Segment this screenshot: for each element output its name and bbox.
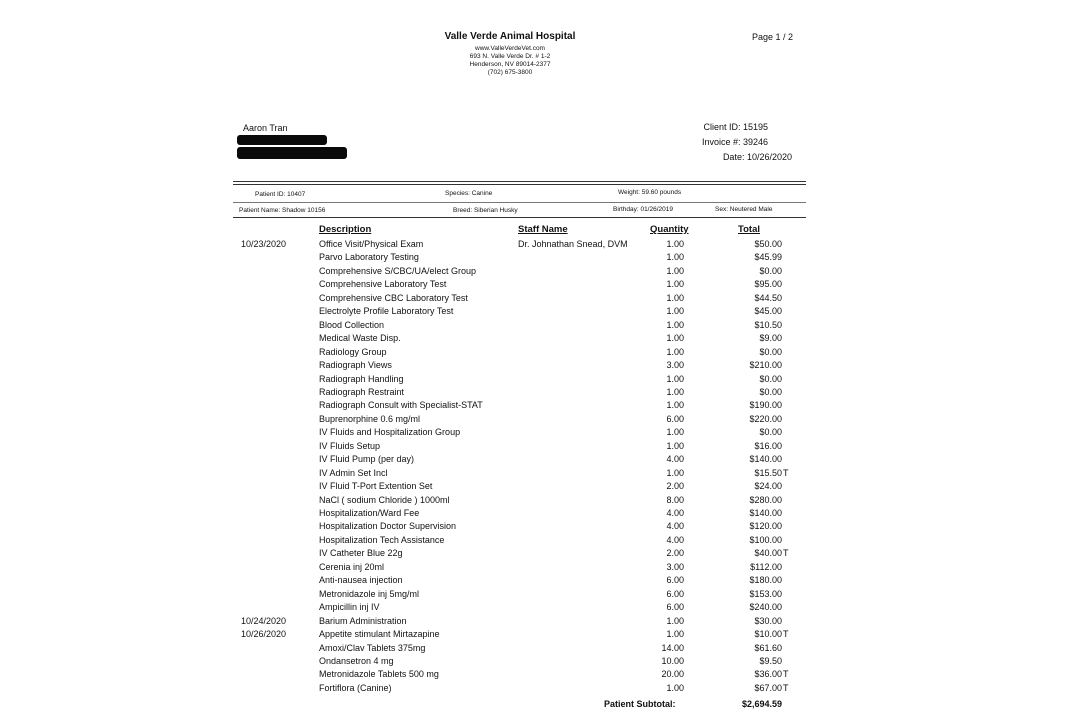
item-quantity: 6.00 [666, 413, 684, 424]
item-quantity: 1.00 [666, 306, 684, 317]
item-description: Buprenorphine 0.6 mg/ml [319, 413, 421, 424]
item-quantity: 20.00 [661, 669, 684, 680]
item-description: Radiograph Handling [319, 373, 404, 384]
column-total: Total [738, 224, 760, 235]
table-row [0, 588, 1080, 601]
item-total: $45.99 [754, 252, 782, 263]
item-total: $120.00 [749, 521, 782, 532]
table-row [0, 292, 1080, 305]
redacted-address-line1 [237, 135, 327, 145]
item-total: $0.00 [759, 373, 782, 384]
table-row [0, 373, 1080, 386]
item-total: $45.00 [754, 306, 782, 317]
item-description: Parvo Laboratory Testing [319, 252, 419, 263]
item-total: $9.50 [759, 655, 782, 666]
item-description: Amoxi/Clav Tablets 375mg [319, 642, 426, 653]
item-quantity: 4.00 [666, 521, 684, 532]
item-quantity: 1.00 [666, 615, 684, 626]
item-description: Cerenia inj 20ml [319, 561, 385, 572]
item-staff-name: Dr. Johnathan Snead, DVM [518, 239, 628, 249]
item-quantity: 2.00 [666, 481, 684, 492]
item-total: $44.50 [754, 292, 782, 303]
table-row [0, 413, 1080, 426]
item-quantity: 1.00 [666, 252, 684, 263]
table-row [0, 547, 1080, 560]
item-description: Comprehensive Laboratory Test [319, 279, 447, 290]
page-number: Page 1 / 2 [752, 32, 794, 42]
hospital-name: Valle Verde Animal Hospital [444, 31, 576, 42]
item-description: IV Fluid Pump (per day) [319, 454, 415, 465]
item-description: Blood Collection [319, 319, 385, 330]
item-total: $112.00 [750, 561, 782, 572]
item-tax-flag: T [783, 682, 789, 693]
item-quantity: 4.00 [666, 508, 684, 518]
item-quantity: 4.00 [666, 454, 684, 465]
patient-subtotal-value: $2,694.59 [741, 699, 782, 709]
item-quantity: 1.00 [666, 346, 684, 357]
item-total: $100.00 [749, 534, 782, 545]
divider-bottom [233, 217, 806, 218]
item-quantity: 1.00 [666, 386, 684, 397]
item-quantity: 8.00 [666, 494, 684, 505]
item-quantity: 1.00 [666, 629, 684, 640]
item-description: Comprehensive S/CBC/UA/elect Group [319, 265, 477, 276]
table-row [0, 386, 1080, 399]
item-date: 10/23/2020 [241, 239, 287, 249]
item-description: Anti-nausea injection [319, 575, 403, 586]
redacted-address-line2 [237, 147, 347, 159]
item-total: $140.00 [749, 454, 782, 465]
item-total: $0.00 [759, 427, 782, 438]
item-description: IV Admin Set Incl [319, 467, 388, 478]
item-description: Radiograph Consult with Specialist-STAT [319, 400, 483, 411]
hospital-website: www.ValleVerdeVet.com [475, 45, 545, 52]
item-description: Medical Waste Disp. [319, 333, 401, 344]
table-row [0, 682, 1080, 695]
column-quantity: Quantity [650, 224, 689, 235]
item-tax-flag: T [783, 467, 789, 478]
item-quantity: 1.00 [666, 319, 684, 330]
patient-birthday: Birthday: 01/26/2019 [613, 206, 673, 213]
item-quantity: 1.00 [666, 279, 684, 290]
item-total: $67.00 [754, 682, 782, 693]
table-row [0, 534, 1080, 547]
item-description: Hospitalization Tech Assistance [319, 534, 445, 545]
item-description: Ondansetron 4 mg [319, 655, 394, 666]
table-row [0, 601, 1080, 614]
item-description: Electrolyte Profile Laboratory Test [319, 306, 454, 317]
table-row [0, 238, 1080, 251]
table-row [0, 561, 1080, 574]
item-total: $0.00 [759, 265, 782, 276]
client-id: Client ID: 15195 [703, 122, 768, 132]
item-description: Hospitalization Doctor Supervision [319, 521, 457, 532]
item-total: $40.00 [754, 548, 782, 559]
item-quantity: 1.00 [666, 440, 684, 451]
item-quantity: 6.00 [666, 588, 684, 599]
patient-subtotal-label: Patient Subtotal: [604, 699, 676, 709]
item-quantity: 1.00 [666, 682, 684, 693]
table-row [0, 494, 1080, 507]
divider-top-double [233, 184, 806, 185]
patient-name: Patient Name: Shadow 10156 [239, 207, 326, 214]
item-description: IV Fluid T-Port Extention Set [319, 481, 433, 492]
table-row [0, 507, 1080, 520]
item-date: 10/24/2020 [241, 615, 287, 626]
table-row [0, 305, 1080, 318]
item-total: $15.50 [754, 467, 782, 478]
item-total: $9.00 [759, 333, 782, 344]
table-row [0, 278, 1080, 291]
patient-weight: Weight: 59.60 pounds [618, 189, 682, 196]
table-row [0, 251, 1080, 264]
patient-species: Species: Canine [445, 190, 493, 197]
item-description: Fortiflora (Canine) [319, 682, 392, 693]
item-total: $16.00 [754, 440, 782, 451]
divider-top [233, 181, 806, 182]
item-quantity: 1.00 [666, 292, 684, 303]
item-total: $280.00 [749, 494, 782, 505]
table-row [0, 440, 1080, 453]
item-description: IV Fluids and Hospitalization Group [319, 427, 461, 438]
item-description: NaCl ( sodium Chloride ) 1000ml [319, 494, 450, 505]
item-total: $36.00 [754, 669, 782, 680]
item-quantity: 3.00 [666, 360, 684, 371]
item-quantity: 4.00 [666, 534, 684, 545]
item-quantity: 6.00 [666, 575, 684, 586]
hospital-phone: (702) 675-3800 [487, 69, 533, 76]
table-row [0, 265, 1080, 278]
client-name: Aaron Tran [243, 123, 288, 133]
table-row [0, 346, 1080, 359]
item-description: Office Visit/Physical Exam [319, 239, 424, 249]
patient-id: Patient ID: 10407 [255, 191, 306, 198]
column-description: Description [319, 224, 372, 235]
invoice-number: Invoice #: 39246 [701, 137, 768, 147]
item-quantity: 2.00 [666, 548, 684, 559]
item-total: $61.60 [754, 642, 782, 653]
patient-sex: Sex: Neutered Male [715, 206, 773, 213]
table-row [0, 399, 1080, 412]
item-quantity: 10.00 [661, 655, 684, 666]
table-row [0, 668, 1080, 681]
table-row [0, 642, 1080, 655]
item-description: Barium Administration [319, 615, 407, 626]
item-total: $220.00 [749, 413, 782, 424]
item-total: $0.00 [759, 386, 782, 397]
item-quantity: 1.00 [666, 467, 684, 478]
table-row [0, 574, 1080, 587]
item-quantity: 1.00 [666, 333, 684, 344]
item-total: $153.00 [749, 588, 782, 599]
item-total: $180.00 [749, 575, 782, 586]
hospital-address-line1: 693 N. Valle Verde Dr. # 1-2 [469, 53, 551, 60]
item-quantity: 3.00 [666, 561, 684, 572]
item-total: $240.00 [749, 602, 782, 613]
table-row [0, 480, 1080, 493]
item-total: $10.00 [754, 629, 782, 640]
item-description: IV Fluids Setup [319, 440, 381, 451]
item-quantity: 6.00 [666, 602, 684, 613]
table-row [0, 615, 1080, 628]
divider-mid [233, 202, 806, 203]
item-tax-flag: T [783, 669, 789, 680]
table-row [0, 628, 1080, 641]
item-total: $0.00 [759, 346, 782, 357]
item-tax-flag: T [783, 548, 789, 559]
item-quantity: 1.00 [666, 427, 684, 438]
item-description: Comprehensive CBC Laboratory Test [319, 292, 468, 303]
item-quantity: 1.00 [666, 400, 684, 411]
item-quantity: 1.00 [666, 265, 684, 276]
patient-breed: Breed: Siberian Husky [453, 207, 518, 214]
table-row [0, 655, 1080, 668]
item-quantity: 1.00 [666, 239, 684, 249]
item-description: Appetite stimulant Mirtazapine [319, 629, 440, 640]
item-total: $210.00 [749, 360, 782, 371]
item-description: Radiograph Restraint [319, 386, 405, 397]
item-description: Radiology Group [319, 346, 387, 357]
item-quantity: 1.00 [666, 373, 684, 384]
table-row [0, 319, 1080, 332]
item-total: $30.00 [754, 615, 782, 626]
item-total: $95.00 [754, 279, 782, 290]
table-row [0, 520, 1080, 533]
item-description: Metronidazole inj 5mg/ml [319, 588, 420, 599]
column-staff-name: Staff Name [518, 224, 568, 235]
table-row [0, 467, 1080, 480]
table-row [0, 453, 1080, 466]
item-tax-flag: T [783, 629, 789, 640]
item-total: $24.00 [754, 481, 782, 492]
item-quantity: 14.00 [661, 642, 684, 653]
invoice-date: Date: 10/26/2020 [722, 152, 792, 162]
table-row [0, 359, 1080, 372]
table-row [0, 426, 1080, 439]
item-total: $140.00 [749, 508, 782, 518]
hospital-address-line2: Henderson, NV 89014-2377 [469, 61, 551, 68]
item-total: $190.00 [749, 400, 782, 411]
item-description: Ampicillin inj IV [319, 602, 380, 613]
item-date: 10/26/2020 [241, 629, 287, 640]
item-description: Metronidazole Tablets 500 mg [319, 669, 439, 680]
item-total: $50.00 [754, 239, 782, 249]
item-description: Hospitalization/Ward Fee [319, 508, 420, 518]
table-row [0, 332, 1080, 345]
item-description: IV Catheter Blue 22g [319, 548, 403, 559]
item-total: $10.50 [754, 319, 782, 330]
item-description: Radiograph Views [319, 360, 392, 371]
